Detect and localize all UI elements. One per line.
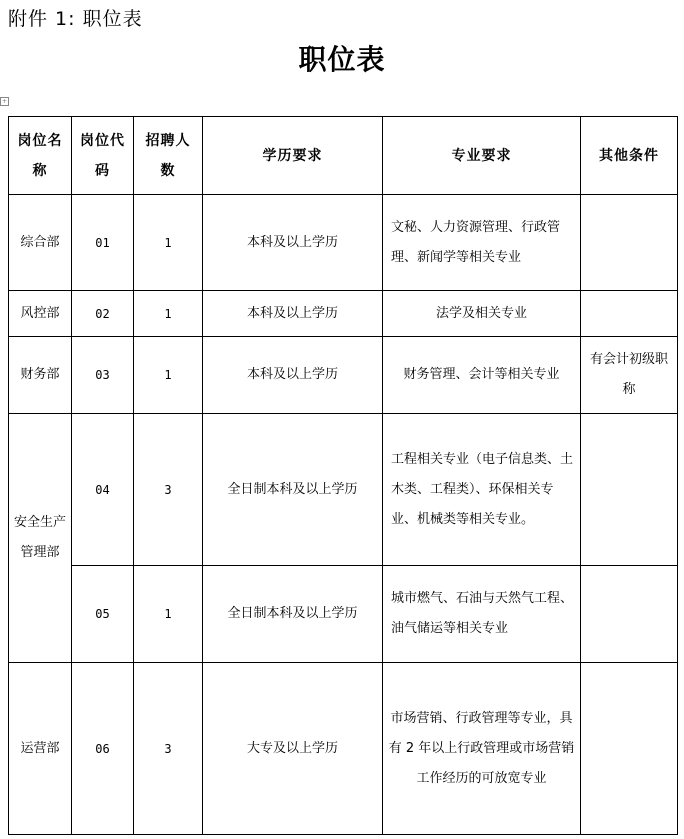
header-other: 其他条件 [581,117,678,195]
code-cell: 01 [72,195,134,291]
major-cell: 法学及相关专业 [383,291,581,337]
education-cell: 本科及以上学历 [203,337,383,414]
code-cell: 05 [72,566,134,663]
header-major: 专业要求 [383,117,581,195]
major-cell: 工程相关专业（电子信息类、土木类、工程类）、环保相关专业、机械类等相关专业。 [383,414,581,566]
table-row [9,414,678,566]
header-row [9,117,678,195]
code-cell: 04 [72,414,134,566]
major-cell: 财务管理、会计等相关专业 [383,337,581,414]
count-cell: 1 [134,566,203,663]
count-cell: 3 [134,414,203,566]
education-cell: 本科及以上学历 [203,291,383,337]
education-cell: 全日制本科及以上学历 [203,566,383,663]
table-row [9,663,678,835]
header-recruit-count: 招聘人数 [134,117,203,195]
code-cell: 06 [72,663,134,835]
dept-cell: 综合部 [9,195,72,291]
code-cell: 02 [72,291,134,337]
dept-cell: 风控部 [9,291,72,337]
header-post-code: 岗位代码 [72,117,134,195]
attachment-label: 附件 1: 职位表 [8,8,143,30]
other-cell [581,195,678,291]
header-education: 学历要求 [203,117,383,195]
dept-cell: 运营部 [9,663,72,835]
major-cell: 文秘、人力资源管理、行政管理、新闻学等相关专业 [383,195,581,291]
education-cell: 本科及以上学历 [203,195,383,291]
table-row [9,291,678,337]
table-row [9,566,678,663]
other-cell [581,414,678,566]
page-title: 职位表 [298,43,386,76]
other-cell: 有会计初级职称 [581,337,678,414]
count-cell: 1 [134,337,203,414]
count-cell: 1 [134,195,203,291]
code-cell: 03 [72,337,134,414]
other-cell [581,291,678,337]
position-table [8,116,678,835]
other-cell [581,663,678,835]
count-cell: 1 [134,291,203,337]
major-cell: 市场营销、行政管理等专业，具有 2 年以上行政管理或市场营销工作经历的可放宽专业 [383,663,581,835]
table-row [9,337,678,414]
education-cell: 全日制本科及以上学历 [203,414,383,566]
header-post-name: 岗位名称 [9,117,72,195]
major-cell: 城市燃气、石油与天然气工程、油气储运等相关专业 [383,566,581,663]
other-cell [581,566,678,663]
education-cell: 大专及以上学历 [203,663,383,835]
count-cell: 3 [134,663,203,835]
table-row [9,195,678,291]
table-move-handle-icon[interactable]: + [1,98,8,105]
dept-cell: 财务部 [9,337,72,414]
dept-cell: 安全生产管理部 [9,414,72,663]
